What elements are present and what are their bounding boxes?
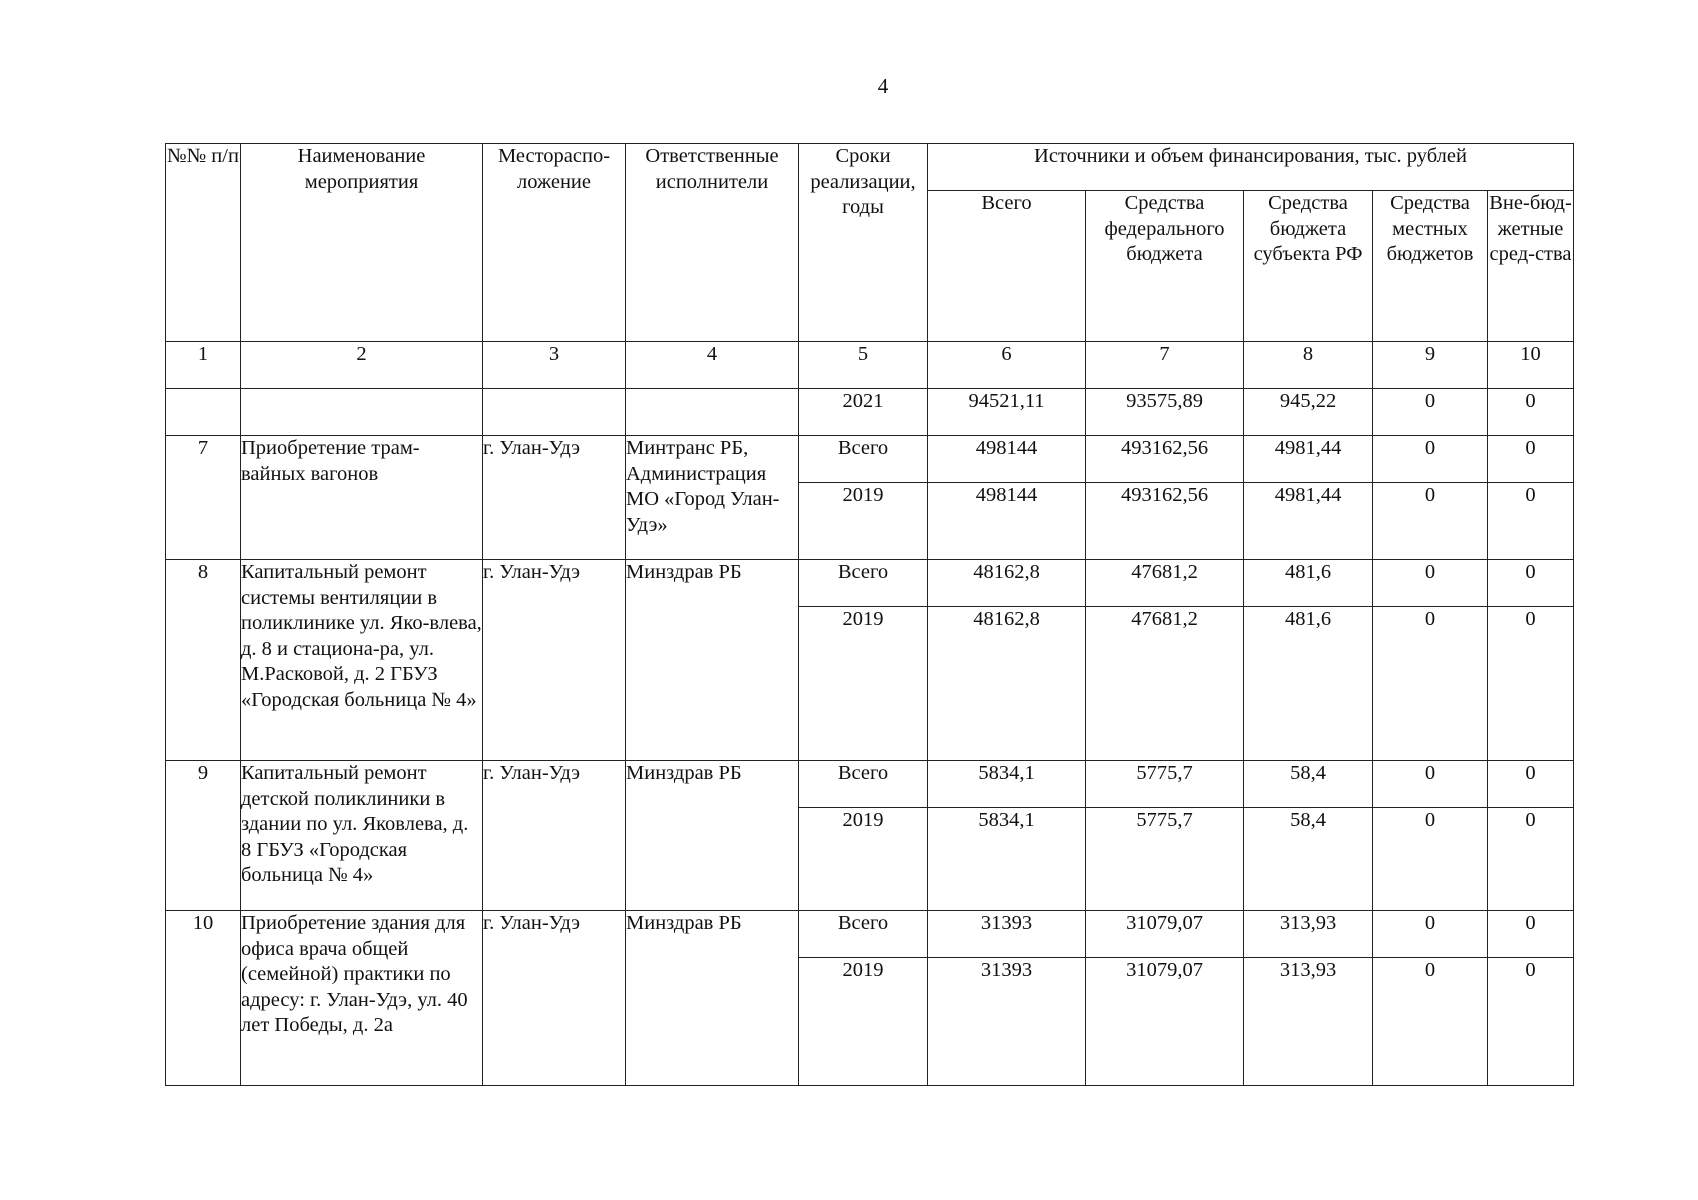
header-num: №№ п/п bbox=[166, 144, 241, 342]
year-cell: Всего bbox=[799, 560, 928, 607]
item-number: 8 bbox=[166, 560, 241, 761]
empty-cell bbox=[626, 389, 799, 436]
local-cell: 0 bbox=[1373, 607, 1488, 761]
federal-cell: 93575,89 bbox=[1086, 389, 1244, 436]
column-number: 6 bbox=[928, 342, 1086, 389]
total-cell: 48162,8 bbox=[928, 560, 1086, 607]
column-number: 9 bbox=[1373, 342, 1488, 389]
item-number: 9 bbox=[166, 761, 241, 911]
table-row-continuation bbox=[166, 389, 1574, 436]
year-cell: 2019 bbox=[799, 808, 928, 911]
local-cell: 0 bbox=[1373, 389, 1488, 436]
local-cell: 0 bbox=[1373, 761, 1488, 808]
offbudget-cell: 0 bbox=[1488, 483, 1574, 560]
subject-cell: 4981,44 bbox=[1244, 436, 1373, 483]
year-cell: Всего bbox=[799, 761, 928, 808]
subject-cell: 945,22 bbox=[1244, 389, 1373, 436]
offbudget-cell: 0 bbox=[1488, 389, 1574, 436]
header-location: Местораспо-ложение bbox=[483, 144, 626, 342]
year-cell: 2019 bbox=[799, 607, 928, 761]
item-responsible: Минздрав РБ bbox=[626, 761, 799, 911]
header-row-top bbox=[166, 144, 1574, 191]
column-number: 4 bbox=[626, 342, 799, 389]
column-number: 7 bbox=[1086, 342, 1244, 389]
federal-cell: 493162,56 bbox=[1086, 436, 1244, 483]
total-cell: 5834,1 bbox=[928, 808, 1086, 911]
header-funding-group: Источники и объем финансирования, тыс. рублей bbox=[928, 144, 1574, 191]
local-cell: 0 bbox=[1373, 958, 1488, 1086]
table-row-item-9 bbox=[166, 761, 1574, 808]
offbudget-cell: 0 bbox=[1488, 808, 1574, 911]
item-location: г. Улан-Удэ bbox=[483, 560, 626, 761]
empty-cell bbox=[166, 389, 241, 436]
subject-cell: 481,6 bbox=[1244, 607, 1373, 761]
column-number: 1 bbox=[166, 342, 241, 389]
table-row-item-8 bbox=[166, 560, 1574, 607]
offbudget-cell: 0 bbox=[1488, 560, 1574, 607]
federal-cell: 493162,56 bbox=[1086, 483, 1244, 560]
item-location: г. Улан-Удэ bbox=[483, 761, 626, 911]
header-federal: Средства федерального бюджета bbox=[1086, 191, 1244, 342]
total-cell: 31393 bbox=[928, 958, 1086, 1086]
header-offbudget: Вне-бюд-жетные сред-ства bbox=[1488, 191, 1574, 342]
year-cell: 2019 bbox=[799, 483, 928, 560]
total-cell: 498144 bbox=[928, 436, 1086, 483]
column-number: 3 bbox=[483, 342, 626, 389]
subject-cell: 58,4 bbox=[1244, 808, 1373, 911]
item-location: г. Улан-Удэ bbox=[483, 911, 626, 1086]
total-cell: 48162,8 bbox=[928, 607, 1086, 761]
year-cell: Всего bbox=[799, 436, 928, 483]
subject-cell: 313,93 bbox=[1244, 911, 1373, 958]
column-number: 8 bbox=[1244, 342, 1373, 389]
offbudget-cell: 0 bbox=[1488, 761, 1574, 808]
subject-cell: 58,4 bbox=[1244, 761, 1373, 808]
year-cell: 2021 bbox=[799, 389, 928, 436]
item-name: Капитальный ремонт детской поликлиники в здании по ул. Яковлева, д. 8 ГБУЗ «Городская больница № 4» bbox=[241, 761, 483, 911]
header-name: Наименование мероприятия bbox=[241, 144, 483, 342]
federal-cell: 47681,2 bbox=[1086, 560, 1244, 607]
item-responsible: Минздрав РБ bbox=[626, 911, 799, 1086]
funding-table bbox=[165, 143, 1574, 1086]
page-number: 4 bbox=[877, 74, 889, 98]
local-cell: 0 bbox=[1373, 808, 1488, 911]
offbudget-cell: 0 bbox=[1488, 911, 1574, 958]
subject-cell: 481,6 bbox=[1244, 560, 1373, 607]
local-cell: 0 bbox=[1373, 560, 1488, 607]
total-cell: 94521,11 bbox=[928, 389, 1086, 436]
federal-cell: 47681,2 bbox=[1086, 607, 1244, 761]
item-name: Капитальный ремонт системы вентиляции в поликлинике ул. Яко-влева, д. 8 и стациона-ра, ул. М.Расковой, д. 2 ГБУЗ «Городская больница № 4» bbox=[241, 560, 483, 761]
federal-cell: 5775,7 bbox=[1086, 761, 1244, 808]
item-location: г. Улан-Удэ bbox=[483, 436, 626, 560]
table-row-item-10 bbox=[166, 911, 1574, 958]
item-number: 10 bbox=[166, 911, 241, 1086]
header-total: Всего bbox=[928, 191, 1086, 342]
item-number: 7 bbox=[166, 436, 241, 560]
total-cell: 31393 bbox=[928, 911, 1086, 958]
year-cell: 2019 bbox=[799, 958, 928, 1086]
item-name: Приобретение трам-вайных вагонов bbox=[241, 436, 483, 560]
offbudget-cell: 0 bbox=[1488, 958, 1574, 1086]
year-cell: Всего bbox=[799, 911, 928, 958]
column-number-row bbox=[166, 342, 1574, 389]
federal-cell: 5775,7 bbox=[1086, 808, 1244, 911]
item-name: Приобретение здания для офиса врача общей (семейной) практики по адресу: г. Улан-Удэ, ул. 40 лет Победы, д. 2а bbox=[241, 911, 483, 1086]
total-cell: 5834,1 bbox=[928, 761, 1086, 808]
offbudget-cell: 0 bbox=[1488, 436, 1574, 483]
header-period: Сроки реализации, годы bbox=[799, 144, 928, 342]
item-responsible: Минтранс РБ, Администрация МО «Город Улан-Удэ» bbox=[626, 436, 799, 560]
column-number: 10 bbox=[1488, 342, 1574, 389]
total-cell: 498144 bbox=[928, 483, 1086, 560]
subject-cell: 313,93 bbox=[1244, 958, 1373, 1086]
column-number: 5 bbox=[799, 342, 928, 389]
federal-cell: 31079,07 bbox=[1086, 958, 1244, 1086]
local-cell: 0 bbox=[1373, 436, 1488, 483]
local-cell: 0 bbox=[1373, 483, 1488, 560]
subject-cell: 4981,44 bbox=[1244, 483, 1373, 560]
header-responsible: Ответственные исполнители bbox=[626, 144, 799, 342]
local-cell: 0 bbox=[1373, 911, 1488, 958]
offbudget-cell: 0 bbox=[1488, 607, 1574, 761]
header-local: Средства местных бюджетов bbox=[1373, 191, 1488, 342]
item-responsible: Минздрав РБ bbox=[626, 560, 799, 761]
empty-cell bbox=[241, 389, 483, 436]
table-row-item-7 bbox=[166, 436, 1574, 483]
federal-cell: 31079,07 bbox=[1086, 911, 1244, 958]
header-subject: Средства бюджета субъекта РФ bbox=[1244, 191, 1373, 342]
column-number: 2 bbox=[241, 342, 483, 389]
empty-cell bbox=[483, 389, 626, 436]
